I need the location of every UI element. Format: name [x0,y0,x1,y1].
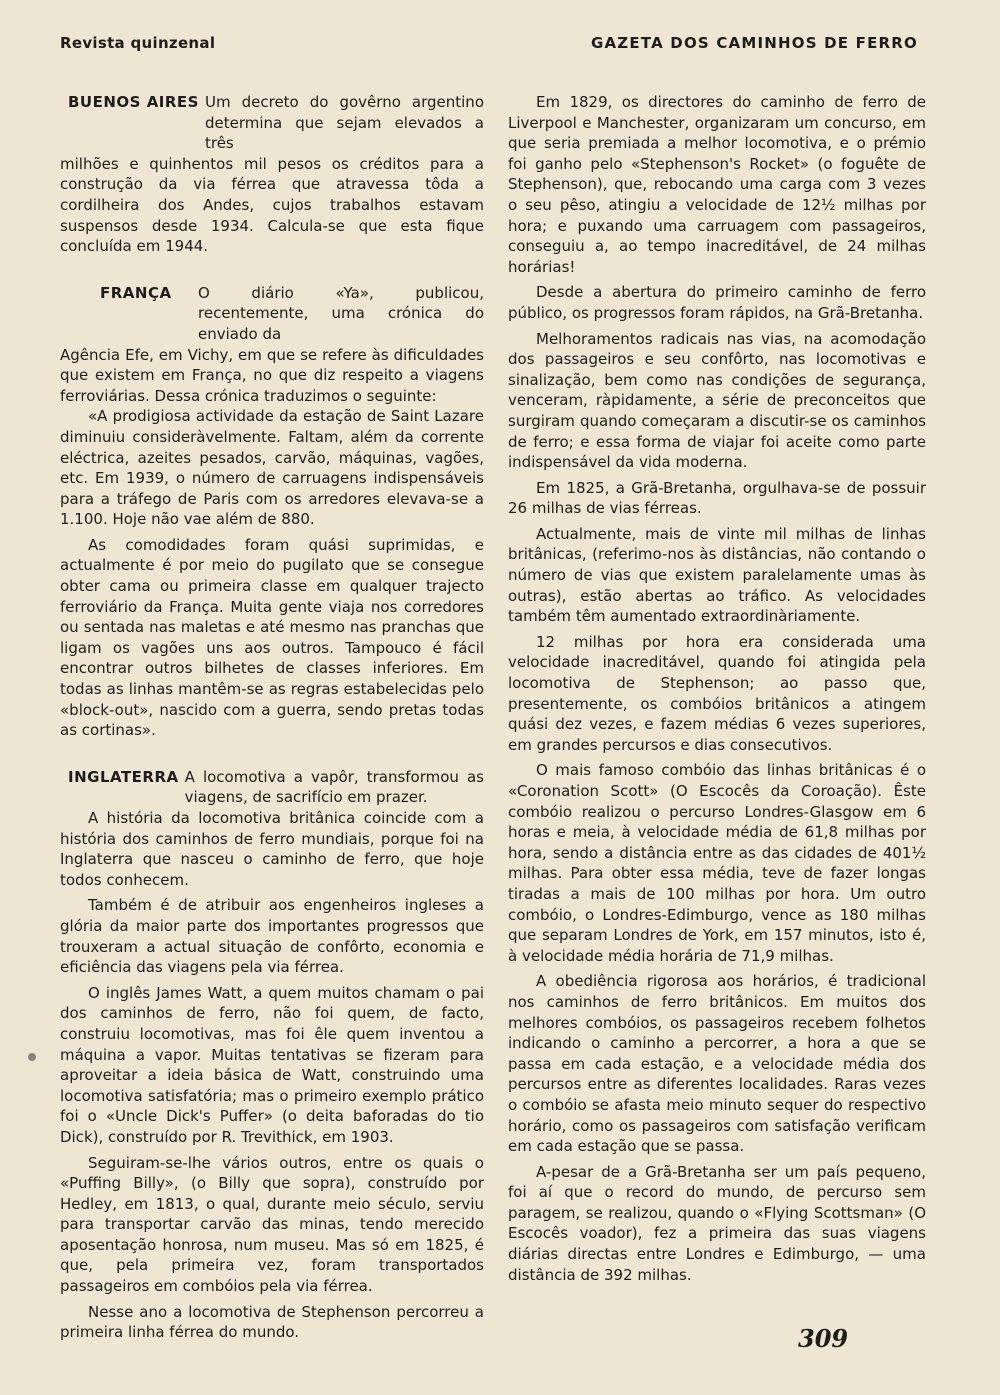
paragraph: A história da locomotiva britânica coincide com a história dos caminhos de ferro mundiais, porque foi na Inglaterra que nasceu o caminho de ferro, que hoje todos conhecem. [60,809,484,889]
paragraph: milhões e quinhentos mil pesos os créditos para a construção da via férrea que atravessa tôda a cordilheira dos Andes, cujos trabalhos estavam suspensos desde 1934. Calcula-se que esta fique concluída em 1944. [60,154,484,256]
paragraph: O mais famoso combóio das linhas britânicas é o «Coronation Scott» (O Escocês da Coroação). Êste combóio realizou o percurso Londres-Glasgow em 6 horas e meia, à velocidade média de 61,8 milhas por hora, sendo a distância entre as das cidades de 401½ milhas. Para obter essa média, teve de fazer longas tiradas a mais de 100 milhas por hora. Um outro combóio, o Londres-Edimburgo, vence as 180 milhas que separam Londres de York, em 157 minutos, isto é, à velocidade média horária de 71,9 milhas. [508,761,926,965]
left-column [60,92,484,1343]
section-lead-text: O diário «Ya», publicou, recentemente, uma crónica do enviado da [198,283,484,343]
paragraph: «A prodigiosa actividade da estação de Saint Lazare diminuiu consideràvelmente. Faltam, além da corrente eléctrica, azeites pesados, carvão, máquinas, vagões, etc. Em 1939, o número de carruagens indispensáveis para a tráfego de Paris com os arredores elevava-se a 1.100. Hoje não vae além de 880. [60,407,484,529]
paragraph: Em 1829, os directores do caminho de ferro de Liverpool e Manchester, organizaram um concurso, em que seria premiada a melhor locomotiva, e o prémio foi ganho pelo «Stephenson's Rocket» (o foguête de Stephenson), que, rebocando uma carga com 3 vezes o seu pêso, atingiu a velocidade de 12½ milhas por hora; e puxando uma carruagem com passageiros, conseguiu a, ao tempo inacreditável, de 24 milhas horárias! [508,93,926,276]
paragraph: A obediência rigorosa aos horários, é tradicional nos caminhos de ferro britânicos. Em muitos dos melhores combóios, os passageiros recebem folhetos indicando o caminho a percorrer, a hora a que se passa em cada estação, e a velocidade média dos percursos entre as diferentes localidades. Raras vezes o combóio se afasta meio minuto sequer do respectivo horário, como os passageiros com satisfação verificam em cada estação que se passa. [508,972,926,1156]
paragraph: Também é de atribuir aos engenheiros ingleses a glória da maior parte dos importantes progressos que trouxeram a actual situação de confôrto, economia e eficiência das viagens pela via férrea. [60,896,484,977]
section-lead [60,283,484,345]
section-heading-buenos-aires: BUENOS AIRES [68,93,199,111]
paragraph: Agência Efe, em Vichy, em que se refere às dificuldades que existem em França, no que diz respeito a viagens ferroviárias. Dessa crónica traduzimos o seguinte: [60,345,484,405]
paragraph: A-pesar de a Grã-Bretanha ser um país pequeno, foi aí que o record do mundo, de percurso sem paragem, se realizou, quando o «Flying Scottsman» (O Escocês voador), fez a primeira das suas viagens diárias directas entre Londres e Edimburgo, — uma distância de 392 milhas. [508,1162,926,1284]
running-header-left: Revista quinzenal [60,34,216,52]
paragraph: Nesse ano a locomotiva de Stephenson percorreu a primeira linha férrea do mundo. [60,1302,484,1342]
section-inglaterra [60,767,484,1343]
section-franca [60,283,484,741]
section-lead [60,767,484,808]
binding-hole-mark [28,1053,36,1061]
paragraph: Actualmente, mais de vinte mil milhas de linhas britânicas, (referimo-nos às distâncias, não contando o número de vias que existem paralelamente umas às outras), estão abertas ao tráfico. As velocidades também têm aumentado extraordinàriamente. [508,524,926,626]
right-column [508,92,926,1285]
section-lead-text: Um decreto do govêrno argentino determina que sejam elevados a três [204,93,484,153]
paragraph: Em 1825, a Grã-Bretanha, orgulhava-se de possuir 26 milhas de vias férreas. [508,478,926,518]
section-heading-inglaterra: INGLATERRA [68,767,179,786]
paragraph: Desde a abertura do primeiro caminho de ferro público, os progressos foram rápidos, na Grã-Bretanha. [508,283,926,322]
paragraph: As comodidades foram quási suprimidas, e actualmente é por meio do pugilato que se consegue obter cama ou primeira classe em qualquer trajecto ferroviário da França. Muita gente viaja nos corredores ou sentada nas maletas e até mesmo nas pranchas que ligam os vagões uns aos outros. Tampouco é fácil encontrar outros bilhetes de classes inferiores. Em todas as linhas mantêm-se as regras estabelecidas pelo «block-out», nascido com a guerra, sendo pretas todas as cortinas». [60,535,484,740]
section-buenos-aires [60,92,484,257]
section-heading-franca: FRANÇA [100,283,172,302]
page-number: 309 [798,1324,849,1353]
running-header-right: GAZETA DOS CAMINHOS DE FERRO [590,34,918,52]
paragraph: 12 milhas por hora era considerada uma velocidade inacreditável, quando foi atingida pela locomotiva de Stephenson; ao passo que, presentemente, os combóios britânicos a atingem quási dez vezes, e fazem médias 6 vezes superiores, em grandes percursos e dias consecutivos. [508,632,926,754]
section-lead [60,92,484,154]
section-lead-text: A locomotiva a vapôr, transformou as viagens, de sacrifício em prazer. [184,767,484,807]
paragraph: O inglês James Watt, a quem muitos chamam o pai dos caminhos de ferro, não foi quem, de facto, construiu locomotivas, mas foi êle quem inventou a máquina a vapor. Muitas tentativas se fizeram para aproveitar a ideia básica de Watt, construindo uma locomotiva satisfatória; mas o primeiro exemplo prático foi o «Uncle Dick's Puffer» (o deita baforadas do tio Dick), construído por R. Trevithick, em 1903. [60,983,484,1146]
paragraph: Seguiram-se-lhe vários outros, entre os quais o «Puffing Billy», (o Billy que sopra), construído por Hedley, em 1813, o qual, durante meio século, serviu para transportar carvão das minas, tendo merecido aposentação honrosa, num museu. Mas só em 1825, é que, pela primeira vez, foram transportados passageiros em combóios pela via férrea. [60,1153,484,1296]
paragraph: Melhoramentos radicais nas vias, na acomodação dos passageiros e seu confôrto, nas locomotivas e sinalização, bem como nas condições de segurança, venceram, ràpidamente, a série de preconceitos que surgiram quando começaram a discutir-se os caminhos de ferro; e essa forma de viajar foi aceite como parte indispensável da vida moderna. [508,329,926,472]
